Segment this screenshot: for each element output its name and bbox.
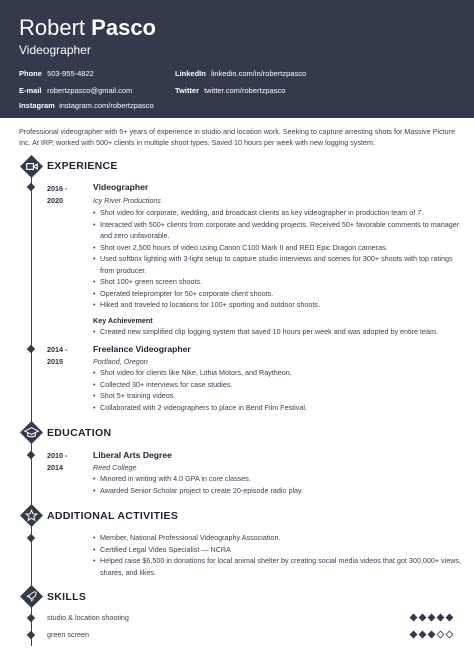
star-icon (20, 504, 43, 527)
date-start: 2010 - (47, 451, 68, 460)
experience-heading: EXPERIENCE (47, 160, 118, 172)
key-achievement-heading: Key Achievement (93, 316, 153, 325)
contact-label: Phone (19, 69, 42, 78)
job-date (47, 344, 87, 368)
contact-linkedin (175, 69, 306, 79)
rating-diamond (410, 631, 418, 639)
list-item: • Awarded Senior Scholar project to create 20-episode radio play. (93, 485, 465, 497)
contact-value[interactable]: 503-955-4822 (47, 69, 94, 78)
rating-diamond (437, 614, 445, 622)
graduation-cap-icon (20, 421, 43, 444)
timeline-dot (27, 345, 35, 353)
list-item: • Hiked and traveled to locations for 100+ sporting and outdoor shoots. (93, 299, 465, 311)
experience-icon (20, 155, 43, 178)
list-item: • Shot over 2,500 hours of video using Canon C100 Mark II and RED Epic Dragon cameras. (93, 242, 465, 254)
contact-label: LinkedIn (175, 69, 206, 78)
resume-header (0, 0, 474, 118)
list-item: • Member, National Professional Videography Association. (93, 532, 465, 544)
school-name: Reed College (93, 463, 137, 472)
list-item: • Interacted with 500+ clients from corporate and wedding projects. Received 50+ favorable comments to manager and zero unfavorable. (93, 219, 465, 242)
job-org: Icy River Productions (93, 196, 161, 205)
job-bullets (93, 207, 465, 311)
date-end: 2014 (47, 463, 63, 472)
candidate-role: Videographer (19, 43, 91, 57)
key-achievement-bullets (93, 326, 465, 338)
date-end: 2015 (47, 357, 63, 366)
rating-diamond (410, 614, 418, 622)
last-name: Pasco (91, 15, 156, 40)
education-bullets (93, 473, 465, 496)
contact-phone (19, 69, 94, 79)
date-start: 2016 - (47, 184, 68, 193)
skills-heading: SKILLS (47, 591, 87, 603)
contact-twitter (175, 86, 285, 96)
list-item: • Shot 5+ training videos. (93, 390, 465, 402)
job-bullets (93, 367, 465, 413)
job-date (47, 183, 87, 207)
contact-instagram (19, 101, 154, 111)
summary-text: Professional videographer with 5+ years of experience in studio and location work. Seeking to capture arresting shots for Massive Picture Inc. At IRP, worked with 500+ clients in multiple shoot types. Saved 10 hours per week with new logging system. (19, 127, 456, 147)
list-item: • Collected 30+ interviews for case studies. (93, 379, 465, 391)
skill-rating (410, 614, 453, 621)
rating-diamond (446, 614, 454, 622)
list-item: • Minored in writing with 4.0 GPA in core classes. (93, 473, 465, 485)
rating-diamond (419, 614, 427, 622)
rating-diamond (419, 631, 427, 639)
activities-bullets (93, 532, 465, 578)
list-item: • Collaborated with 2 videographers to place in Bend Film Festival. (93, 402, 465, 414)
skill-name: green screen (47, 630, 89, 639)
degree-title: Liberal Arts Degree (93, 450, 172, 460)
date-end: 2020 (47, 196, 63, 205)
timeline-line (31, 166, 32, 646)
job-title: Videographer (93, 182, 149, 192)
rating-diamond (437, 631, 445, 639)
activities-heading: ADDITIONAL ACTIVITIES (47, 510, 179, 522)
timeline-dot (27, 614, 35, 622)
list-item: • Shot 100+ green screen shoots. (93, 276, 465, 288)
contact-value[interactable]: instagram.com/robertzpasco (59, 101, 154, 110)
timeline-dot (27, 534, 35, 542)
list-item: • Used softbox lighting with 3-light setup to capture studio interviews and scenes for 300+ shoots with top ratings from producer. (93, 253, 465, 276)
contact-label: Twitter (175, 86, 200, 95)
education-heading: EDUCATION (47, 427, 112, 439)
contact-value[interactable]: linkedin.com/in/robertzpasco (211, 69, 307, 78)
list-item: • Created new simplified clip logging system that saved 10 hours per week and was adopted by entire team. (93, 326, 465, 338)
contact-value[interactable]: robertzpasco@gmail.com (47, 86, 133, 95)
contact-label: E-mail (19, 86, 42, 95)
rocket-icon (20, 585, 43, 608)
list-item: • Shot video for corporate, wedding, and broadcast clients as key videographer in production team of 7. (93, 207, 465, 219)
date-start: 2014 - (47, 345, 68, 354)
rating-diamond (428, 631, 436, 639)
list-item: • Certified Legal Video Specialist — NCRA (93, 544, 465, 556)
list-item: • Operated teleprompter for 50+ corporate client shoots. (93, 288, 465, 300)
list-item: • Shot video for clients like Nike, Lithia Motors, and Raytheon. (93, 367, 465, 379)
job-title: Freelance Videographer (93, 344, 191, 354)
timeline-dot (27, 631, 35, 639)
job-org: Portland, Oregon (93, 357, 148, 366)
skill-name: studio & location shooting (47, 613, 129, 622)
skill-rating (410, 631, 453, 638)
contact-value[interactable]: twitter.com/robertzpasco (204, 86, 286, 95)
education-date (47, 450, 87, 474)
contact-label: Instagram (19, 101, 55, 110)
timeline-dot (27, 183, 35, 191)
contact-email (19, 86, 132, 96)
rating-diamond (428, 614, 436, 622)
list-item: • Helped raise $6,500 in donations for local animal shelter by creating social media videos that got 300,000+ views, shares, and likes. (93, 555, 465, 578)
rating-diamond (446, 631, 454, 639)
timeline-dot (27, 451, 35, 459)
first-name: Robert (19, 15, 86, 40)
candidate-name (19, 15, 156, 41)
